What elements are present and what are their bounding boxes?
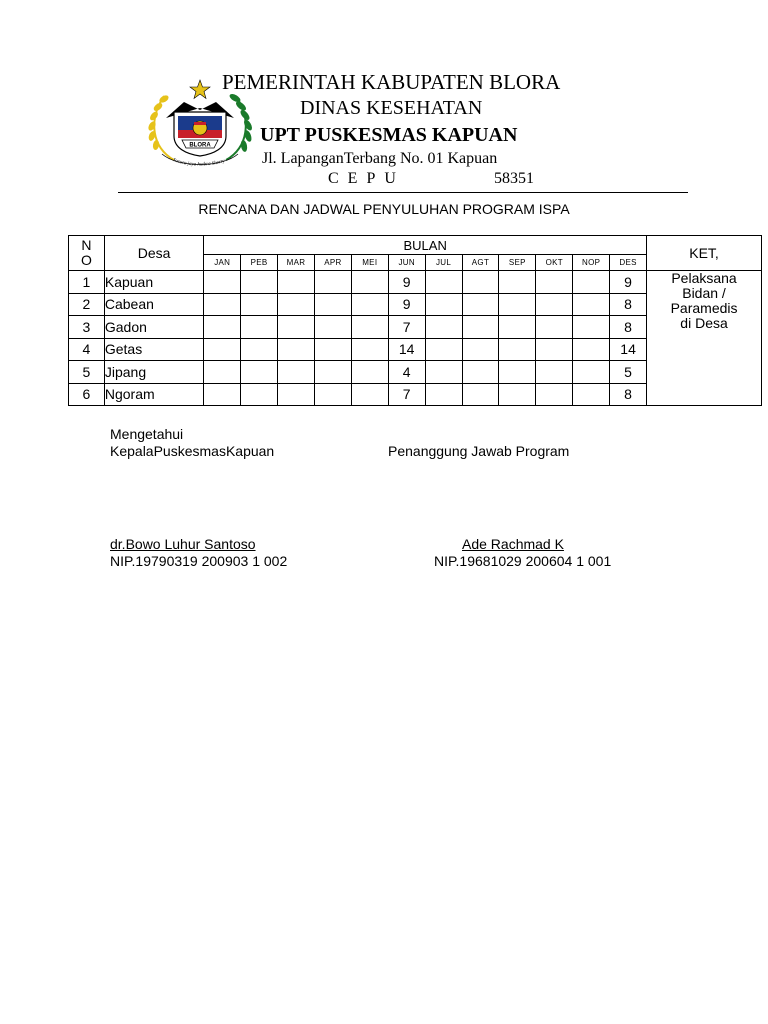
month-header: OKT xyxy=(536,255,573,271)
row-jun: 14 xyxy=(388,338,425,361)
month-header: NOP xyxy=(573,255,610,271)
sig-left-position: KepalaPuskesmasKapuan xyxy=(110,443,275,459)
row-jun: 4 xyxy=(388,361,425,384)
header-department: DINAS KESEHATAN xyxy=(300,97,483,119)
row-desa: Cabean xyxy=(104,293,203,316)
row-des: 8 xyxy=(610,293,647,316)
row-no: 1 xyxy=(69,271,105,294)
row-desa: Jipang xyxy=(104,361,203,384)
month-header: PEB xyxy=(241,255,278,271)
header-postcode: 58351 xyxy=(494,170,534,187)
row-no: 2 xyxy=(69,293,105,316)
row-no: 4 xyxy=(69,338,105,361)
header-city: CEPU xyxy=(328,170,405,187)
month-header: MEI xyxy=(351,255,388,271)
header-desa: Desa xyxy=(104,236,203,271)
leaf-branch-icon xyxy=(226,92,254,160)
table-row xyxy=(69,271,762,294)
header-ket: KET, xyxy=(647,236,762,271)
sig-left-name: dr.Bowo Luhur Santoso xyxy=(110,536,256,552)
logo-banner-text: BLORA xyxy=(189,142,211,149)
row-desa: Gadon xyxy=(104,316,203,339)
star-icon xyxy=(190,80,210,99)
row-des: 8 xyxy=(610,316,647,339)
rice-stalk-icon xyxy=(147,94,174,160)
row-des: 9 xyxy=(610,271,647,294)
header-institution: UPT PUSKESMAS KAPUAN xyxy=(260,124,518,146)
row-jun: 7 xyxy=(388,316,425,339)
sig-right-position: Penanggung Jawab Program xyxy=(388,443,570,459)
sig-left-acknowledge: Mengetahui xyxy=(110,426,184,442)
svg-text:Sucura jaya hutbra Sherry xyxy=(172,158,227,168)
month-header: SEP xyxy=(499,255,536,271)
row-desa: Kapuan xyxy=(104,271,203,294)
sig-left-nip: NIP.19790319 200903 1 002 xyxy=(110,553,288,569)
row-jun: 9 xyxy=(388,293,425,316)
schedule-table xyxy=(68,235,762,406)
row-no: 6 xyxy=(69,383,105,406)
header-bulan: BULAN xyxy=(204,236,647,255)
row-no: 5 xyxy=(69,361,105,384)
month-header: MAR xyxy=(278,255,315,271)
header-address: Jl. LapanganTerbang No. 01 Kapuan xyxy=(262,150,498,167)
logo-motto: Sucura jaya hutbra Sherry xyxy=(171,157,226,168)
row-des: 14 xyxy=(610,338,647,361)
row-jun: 9 xyxy=(388,271,425,294)
row-desa: Getas xyxy=(104,338,203,361)
header-no: N O xyxy=(69,236,105,271)
sig-right-nip: NIP.19681029 200604 1 001 xyxy=(434,553,612,569)
row-des: 5 xyxy=(610,361,647,384)
month-header: JAN xyxy=(204,255,241,271)
row-desa: Ngoram xyxy=(104,383,203,406)
month-header: APR xyxy=(314,255,351,271)
row-des: 8 xyxy=(610,383,647,406)
ket-note: Pelaksana Bidan / Paramedis di Desa xyxy=(647,271,762,406)
sig-right-name: Ade Rachmad K xyxy=(462,536,564,552)
month-header: JUN xyxy=(388,255,425,271)
document-title: RENCANA DAN JADWAL PENYULUHAN PROGRAM ISPA xyxy=(198,201,570,217)
month-header: AGT xyxy=(462,255,499,271)
row-jun: 7 xyxy=(388,383,425,406)
month-header: DES xyxy=(610,255,647,271)
header-divider xyxy=(118,192,688,193)
header-government: PEMERINTAH KABUPATEN BLORA xyxy=(222,70,561,94)
row-no: 3 xyxy=(69,316,105,339)
month-header: JUL xyxy=(425,255,462,271)
